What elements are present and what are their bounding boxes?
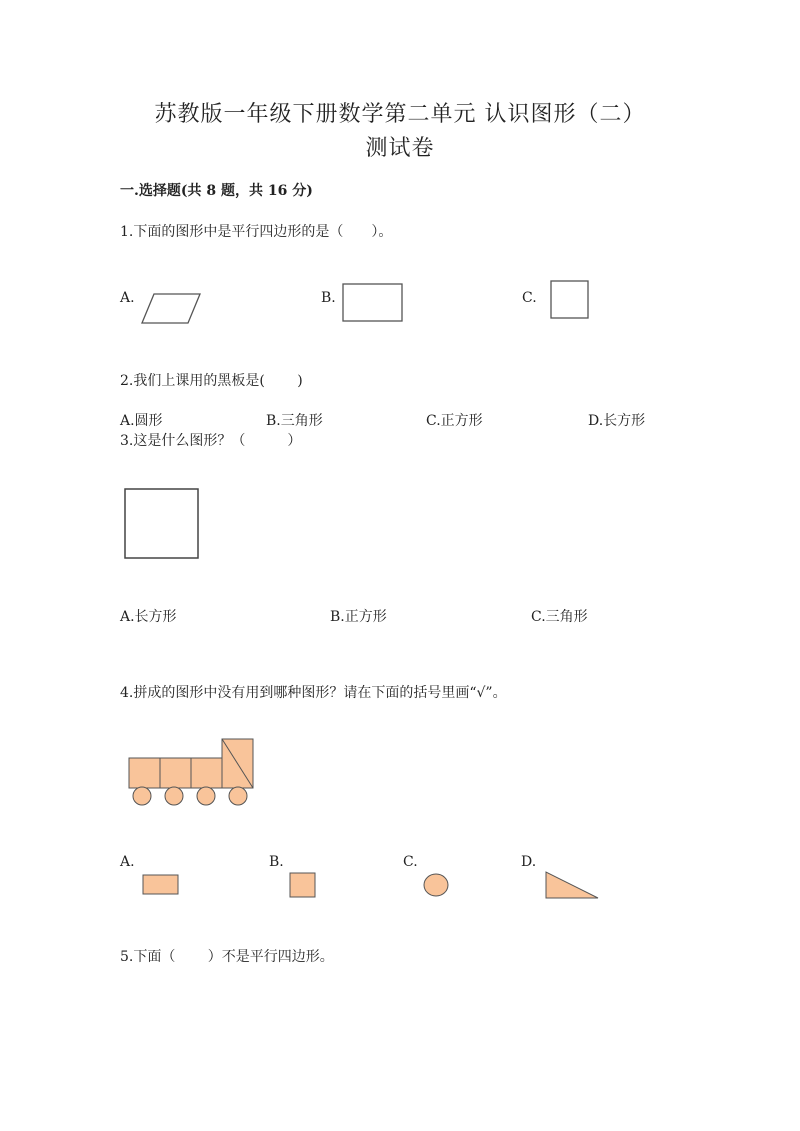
q4-triangle-shape — [544, 870, 600, 900]
q4-rectangle-shape — [142, 874, 180, 896]
q1-parallelogram-shape — [140, 292, 204, 326]
q4-option-a-label: A. — [120, 854, 135, 870]
q4-option-d-label: D. — [521, 854, 537, 870]
page-title: 苏教版一年级下册数学第二单元 认识图形（二） — [154, 102, 646, 127]
question-5-text: 5.下面（ ）不是平行四边形。 — [120, 949, 334, 965]
question-3-text: 3.这是什么图形？（ ） — [120, 433, 302, 449]
question-4-text: 4.拼成的图形中没有用到哪种图形？请在下面的括号里画“√”。 — [120, 685, 507, 701]
q1-option-b-label: B. — [321, 290, 336, 306]
q4-circle-shape — [422, 872, 450, 898]
page-subtitle: 测试卷 — [365, 136, 435, 161]
question-2-text: 2.我们上课用的黑板是( ) — [120, 373, 303, 389]
q2-option-d: D.长方形 — [588, 413, 646, 429]
q4-truck-figure — [126, 736, 258, 808]
q1-option-a-label: A. — [120, 290, 135, 306]
q3-option-a: A.长方形 — [120, 609, 177, 625]
q4-option-b-label: B. — [269, 854, 284, 870]
q3-option-c: C.三角形 — [531, 609, 588, 625]
q1-rectangle-shape — [342, 283, 404, 323]
q2-option-b: B.三角形 — [266, 413, 323, 429]
question-1-text: 1.下面的图形中是平行四边形的是（ ）。 — [120, 224, 393, 240]
q1-square-shape — [550, 280, 590, 320]
q3-square-figure — [124, 488, 200, 560]
q3-option-b: B.正方形 — [330, 609, 387, 625]
q2-option-c: C.正方形 — [426, 413, 483, 429]
q1-option-c-label: C. — [522, 290, 537, 306]
q4-option-c-label: C. — [403, 854, 418, 870]
section-heading-choice: 一.选择题(共 8 题，共 16 分) — [120, 183, 313, 199]
q2-option-a: A.圆形 — [120, 413, 163, 429]
q4-square-shape — [289, 872, 317, 899]
